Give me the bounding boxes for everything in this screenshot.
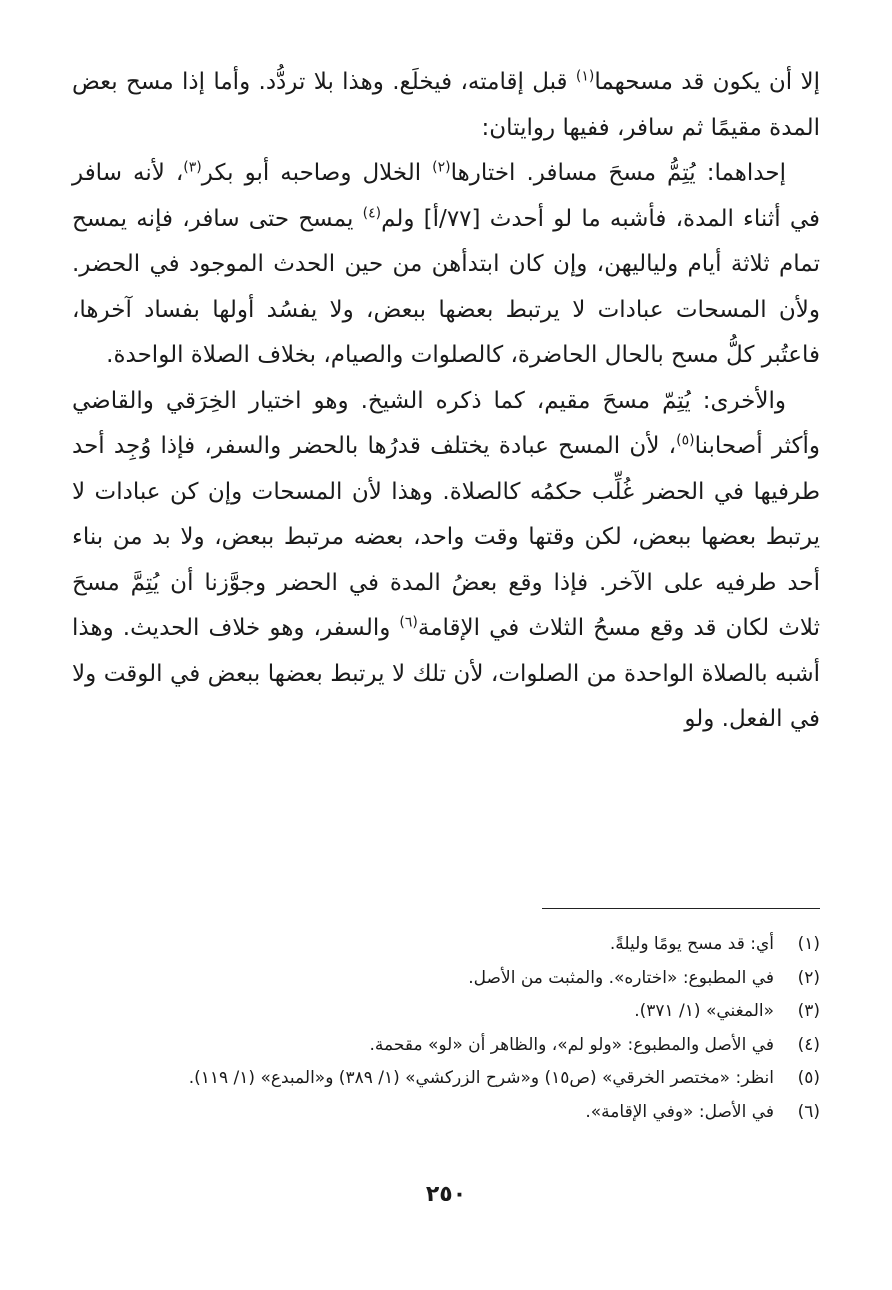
footnote-text: في المطبوع: «اختاره». والمثبت من الأصل. — [468, 967, 774, 988]
text-run: قبل إقامته، فيخلَع. وهذا بلا تردُّد. وأما إذا مسح بعض المدة مقيمًا ثم سافر، ففيها روايتان: — [72, 69, 820, 141]
footnote-text: أي: قد مسح يومًا وليلةً. — [609, 934, 774, 954]
text-run: إلا أن يكون قد مسحهما — [594, 69, 820, 95]
footnote-reference: (٤) — [362, 204, 382, 221]
text-run: ، لأن المسح عبادة يختلف قدرُها بالحضر والسفر، فإذا وُجِد أحد طرفيها في الحضر غُلِّب حكمُه كالصلاة. وهذا لأن المسحات وإن كن عبادات لا يرتبط بعضها ببعض، لكن وقتها وقت واحد، بعضه مرتبط ببعض، ولا بد من بناء أحد طرفيه على الآخر. فإذا وقع بعضُ المدة في الحضر وجوَّزنا أن يُتِمَّ مسحَ ثلاث لكان قد وقع مسحُ الثلاث في الإقامة — [72, 433, 821, 641]
text-run: يمسح حتى سافر، فإنه يمسح تمام ثلاثة أيام ولياليهن، وإن كان ابتدأهن من حين الحدث الموجود في الحضر. ولأن المسحات عبادات لا يرتبط بعضها ببعض، ولا يفسُد أولها بفساد آخرها، فاعتُبر كلُّ مسح بالحال الحاضرة، كالصلوات والصيام، بخلاف الصلاة الواحدة. — [72, 205, 820, 368]
footnote-text: في الأصل والمطبوع: «ولو لم»، والظاهر أن «لو» مقحمة. — [369, 1034, 774, 1055]
footnote-reference: (٢) — [432, 159, 451, 176]
text-run: الخلال وصاحبه أبو بكر — [201, 160, 433, 186]
main-text — [72, 60, 820, 743]
footnote-text: في الأصل: «وفي الإقامة». — [585, 1101, 774, 1122]
paragraph — [72, 60, 820, 151]
footnote-number: (٣) — [797, 1001, 820, 1021]
footnote — [72, 995, 820, 1029]
footnote-reference: (٦) — [399, 614, 418, 631]
paragraph — [72, 379, 820, 743]
text-run: والأخرى: يُتِمّ مسحَ مقيم، كما ذكره الشيخ. وهو اختيار الخِرَقي والقاضي وأكثر أصحابنا — [72, 387, 820, 459]
footnote — [72, 1029, 820, 1063]
footnote — [72, 928, 820, 962]
footnotes — [72, 928, 820, 1129]
footnote — [72, 1062, 820, 1096]
footnote — [72, 1096, 820, 1130]
footnote-separator — [542, 908, 820, 909]
book-page — [72, 60, 820, 1260]
footnote-number: (٤) — [797, 1034, 820, 1055]
text-run: والسفر، وهو خلاف الحديث. وهذا أشبه بالصلاة الواحدة من الصلوات، لأن تلك لا يرتبط بعضها ببعض في الوقت ولا في الفعل. ولو — [72, 615, 820, 732]
footnote-text: «المغني» (١/ ٣٧١). — [634, 1001, 774, 1021]
footnote-text: انظر: «مختصر الخرقي» (ص١٥) و«شرح الزركشي» (١/ ٣٨٩) و«المبدع» (١/ ١١٩). — [188, 1068, 774, 1088]
text-run: ، لأنه سافر في أثناء المدة، فأشبه ما لو أحدث [٧٧/أ] ولم — [72, 160, 820, 232]
footnote-reference: (٣) — [183, 159, 202, 176]
text-run: إحداهما: يُتِمُّ مسحَ مسافر. اختارها — [450, 160, 786, 186]
footnote — [72, 962, 820, 996]
paragraph — [72, 151, 820, 379]
footnote-number: (٢) — [797, 967, 820, 988]
footnote-number: (٦) — [797, 1101, 820, 1122]
footnote-number: (١) — [797, 934, 820, 954]
page-number: ٢٥٠ — [425, 1182, 467, 1207]
footnote-reference: (١) — [575, 68, 595, 85]
footnote-number: (٥) — [797, 1068, 820, 1088]
footnote-reference: (٥) — [676, 432, 695, 449]
